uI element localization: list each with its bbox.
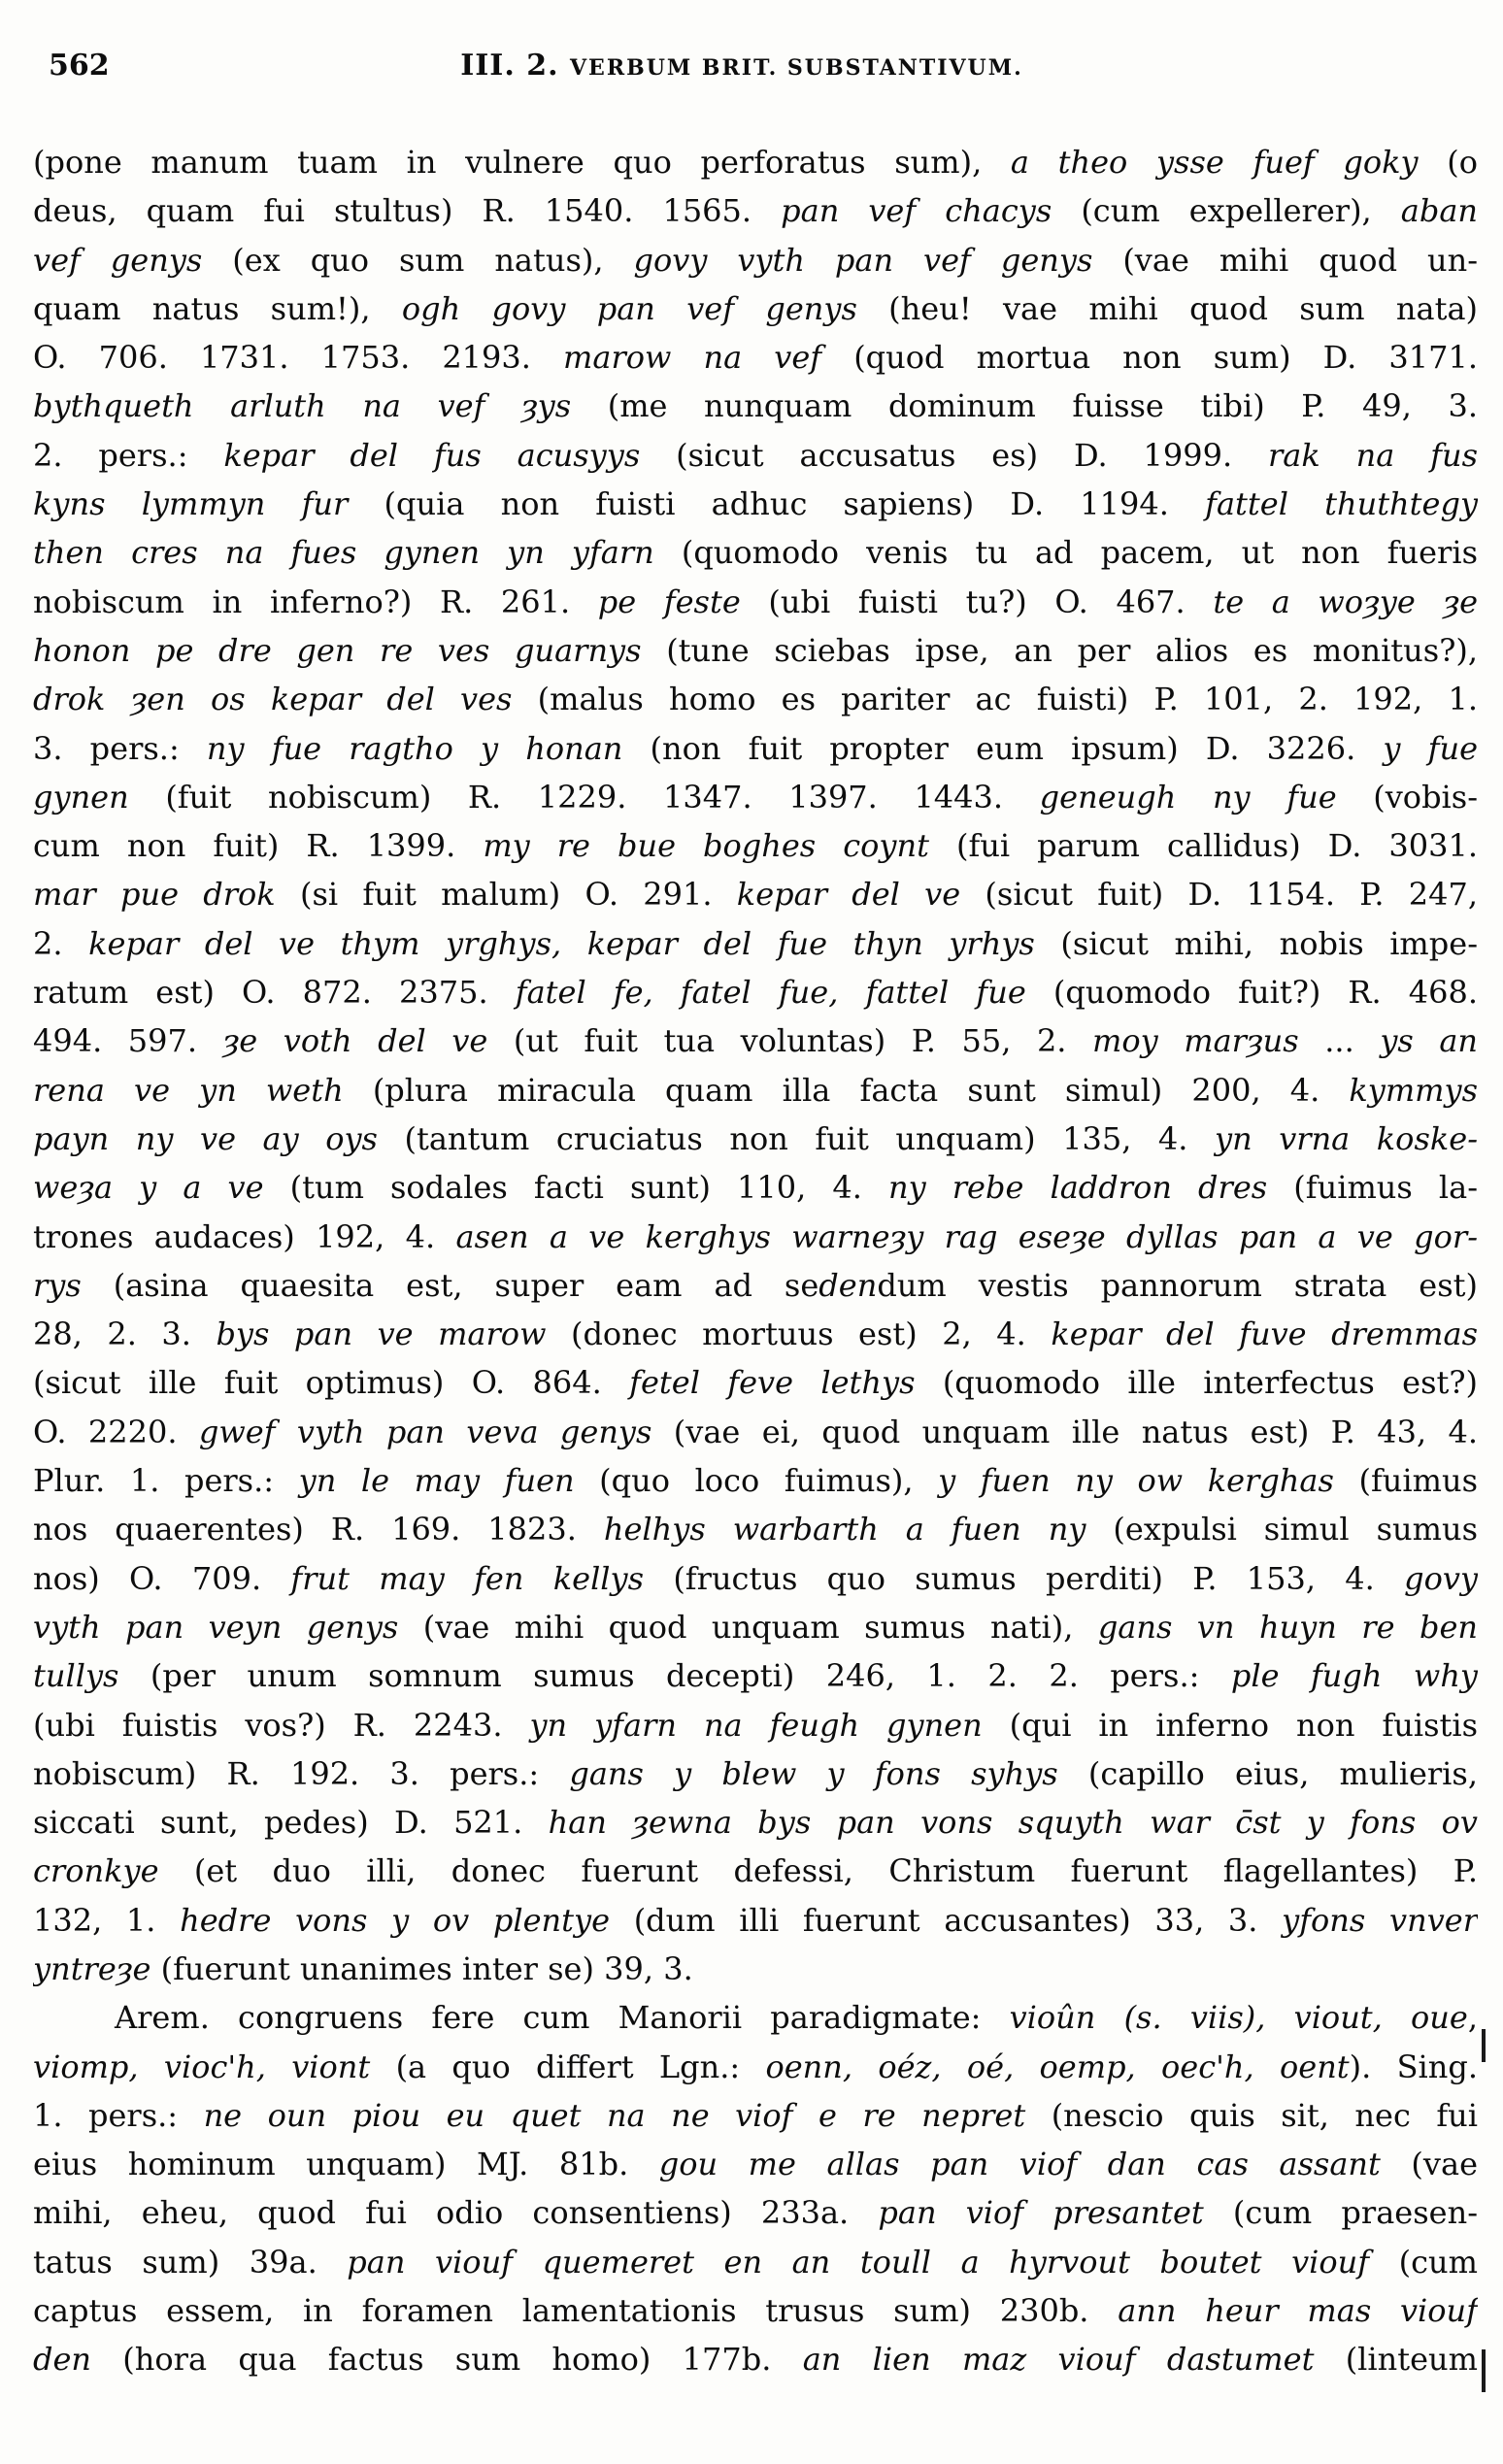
text-line: 2. pers.: kepar del fus acusyys (sicut accusatus es) D. 1999. rak na fus: [33, 436, 1478, 474]
text-line: 132, 1. hedre vons y ov plentye (dum illi fuerunt accusantes) 33, 3. yfons vnver: [33, 1901, 1478, 1939]
text-line: siccati sunt, pedes) D. 521. han ȝewna bys pan vons squyth war c̄st y fons ov: [33, 1804, 1478, 1842]
text-line: payn ny ve ay oys (tantum cruciatus non fuit unquam) 135, 4. yn vrna koske-: [33, 1119, 1478, 1157]
text-line: 1. pers.: ne oun piou eu quet na ne viof e re nepret (nescio quis sit, nec fui: [33, 2096, 1478, 2134]
text-line: 2. kepar del ve thym yrghys, kepar del fue thyn yrhys (sicut mihi, nobis impe-: [33, 924, 1478, 962]
text-line: drok ȝen os kepar del ves (malus homo es pariter ac fuisti) P. 101, 2. 192, 1.: [33, 681, 1478, 718]
text-line: (ubi fuistis vos?) R. 2243. yn yfarn na feugh gynen (qui in inferno non fuistis: [33, 1706, 1478, 1744]
text-line: then cres na fues gynen yn yfarn (quomodo venis tu ad pacem, ut non fueris: [33, 534, 1478, 572]
text-line: captus essem, in foramen lamentationis trusus sum) 230b. ann heur mas viouf: [33, 2292, 1478, 2330]
text-line: tatus sum) 39a. pan viouf quemeret en an toull a hyrvout boutet viouf (cum: [33, 2243, 1478, 2281]
text-line: bythqueth arluth na vef ȝys (me nunquam dominum fuisse tibi) P. 49, 3.: [33, 387, 1478, 425]
text-line: eius hominum unquam) MJ. 81b. gou me allas pan viof dan cas assant (vae: [33, 2146, 1478, 2183]
text-line: O. 2220. gwef vyth pan veva genys (vae ei, quod unquam ille natus est) P. 43, 4.: [33, 1413, 1478, 1450]
text-line: viomp, vioc'h, viont (a quo differt Lgn.: oenn, oéz, oé, oemp, oec'h, oent). Sing.: [33, 2048, 1478, 2085]
text-line: den (hora qua factus sum homo) 177b. an lien maz viouf dastumet (linteum: [33, 2341, 1478, 2379]
text-line: 3. pers.: ny fue ragtho y honan (non fuit propter eum ipsum) D. 3226. y fue: [33, 729, 1478, 767]
running-head-section: III. 2.: [460, 49, 559, 83]
running-head-title: VERBUM BRIT. SUBSTANTIVUM.: [569, 55, 1023, 81]
text-line: mar pue drok (si fuit malum) O. 291. kepar del ve (sicut fuit) D. 1154. P. 247,: [33, 876, 1478, 914]
text-line: nobiscum in inferno?) R. 261. pe feste (ubi fuisti tu?) O. 467. te a woȝye ȝe: [33, 583, 1478, 620]
text-line: nobiscum) R. 192. 3. pers.: gans y blew y fons syhys (capillo eius, mulieris,: [33, 1754, 1478, 1792]
text-line: nos quaerentes) R. 169. 1823. helhys warbarth a fuen ny (expulsi simul sumus: [33, 1511, 1478, 1548]
text-line: Arem. congruens fere cum Manorii paradigmate: vioûn (s. viis), viout, oue,: [115, 1999, 1478, 2037]
text-line: vyth pan veyn genys (vae mihi quod unquam sumus nati), gans vn huyn re ben: [33, 1608, 1478, 1646]
text-line: quam natus sum!), ogh govy pan vef genys (heu! vae mihi quod sum nata): [33, 289, 1478, 327]
text-line: (sicut ille fuit optimus) O. 864. fetel feve lethys (quomodo ille interfectus est?): [33, 1364, 1478, 1402]
text-line: gynen (fuit nobiscum) R. 1229. 1347. 1397. 1443. geneugh ny fue (vobis-: [33, 778, 1478, 816]
text-line: rys (asina quaesita est, super eam ad sedendum vestis pannorum strata est): [33, 1266, 1478, 1304]
margin-mark: [1482, 2029, 1486, 2062]
text-line: kyns lymmyn fur (quia non fuisti adhuc sapiens) D. 1194. fattel thuthtegy: [33, 485, 1478, 523]
text-line: trones audaces) 192, 4. asen a ve kerghys warneȝy rag eseȝe dyllas pan a ve gor-: [33, 1217, 1478, 1255]
text-line: rena ve yn weth (plura miracula quam illa facta sunt simul) 200, 4. kymmys: [33, 1071, 1478, 1109]
text-line: tullys (per unum somnum sumus decepti) 246, 1. 2. 2. pers.: ple fugh why: [33, 1657, 1478, 1695]
text-line: yntreȝe (fuerunt unanimes inter se) 39, 3.: [33, 1949, 693, 1987]
text-line: mihi, eheu, quod fui odio consentiens) 233a. pan viof presantet (cum praesen-: [33, 2194, 1478, 2232]
text-line: cum non fuit) R. 1399. my re bue boghes coynt (fui parum callidus) D. 3031.: [33, 827, 1478, 865]
text-line: (pone manum tuam in vulnere quo perforatus sum), a theo ysse fuef goky (o: [33, 144, 1478, 181]
text-line: cronkye (et duo illi, donec fuerunt defessi, Christum fuerunt flagellantes) P.: [33, 1852, 1478, 1890]
page-number: 562: [49, 49, 110, 83]
text-line: ratum est) O. 872. 2375. fatel fe, fatel fue, fattel fue (quomodo fuit?) R. 468.: [33, 974, 1478, 1012]
text-line: nos) O. 709. frut may fen kellys (fructus quo sumus perditi) P. 153, 4. govy: [33, 1559, 1478, 1597]
text-line: 494. 597. ȝe voth del ve (ut fuit tua voluntas) P. 55, 2. moy marȝus ... ys an: [33, 1022, 1478, 1060]
text-line: weȝa y a ve (tum sodales facti sunt) 110, 4. ny rebe laddron dres (fuimus la-: [33, 1169, 1478, 1207]
text-line: Plur. 1. pers.: yn le may fuen (quo loco fuimus), y fuen ny ow kerghas (fuimus: [33, 1462, 1478, 1500]
text-line: honon pe dre gen re ves guarnys (tune sciebas ipse, an per alios es monitus?),: [33, 631, 1478, 669]
page-header: [33, 49, 1451, 93]
text-line: vef genys (ex quo sum natus), govy vyth pan vef genys (vae mihi quod un-: [33, 241, 1478, 279]
running-head: [33, 49, 1451, 83]
margin-mark: [1482, 2349, 1486, 2392]
body-text: [33, 138, 1478, 2384]
text-line: O. 706. 1731. 1753. 2193. marow na vef (quod mortua non sum) D. 3171.: [33, 339, 1478, 377]
text-line: deus, quam fui stultus) R. 1540. 1565. pan vef chacys (cum expellerer), aban: [33, 192, 1478, 230]
text-line: 28, 2. 3. bys pan ve marow (donec mortuus est) 2, 4. kepar del fuve dremmas: [33, 1315, 1478, 1353]
